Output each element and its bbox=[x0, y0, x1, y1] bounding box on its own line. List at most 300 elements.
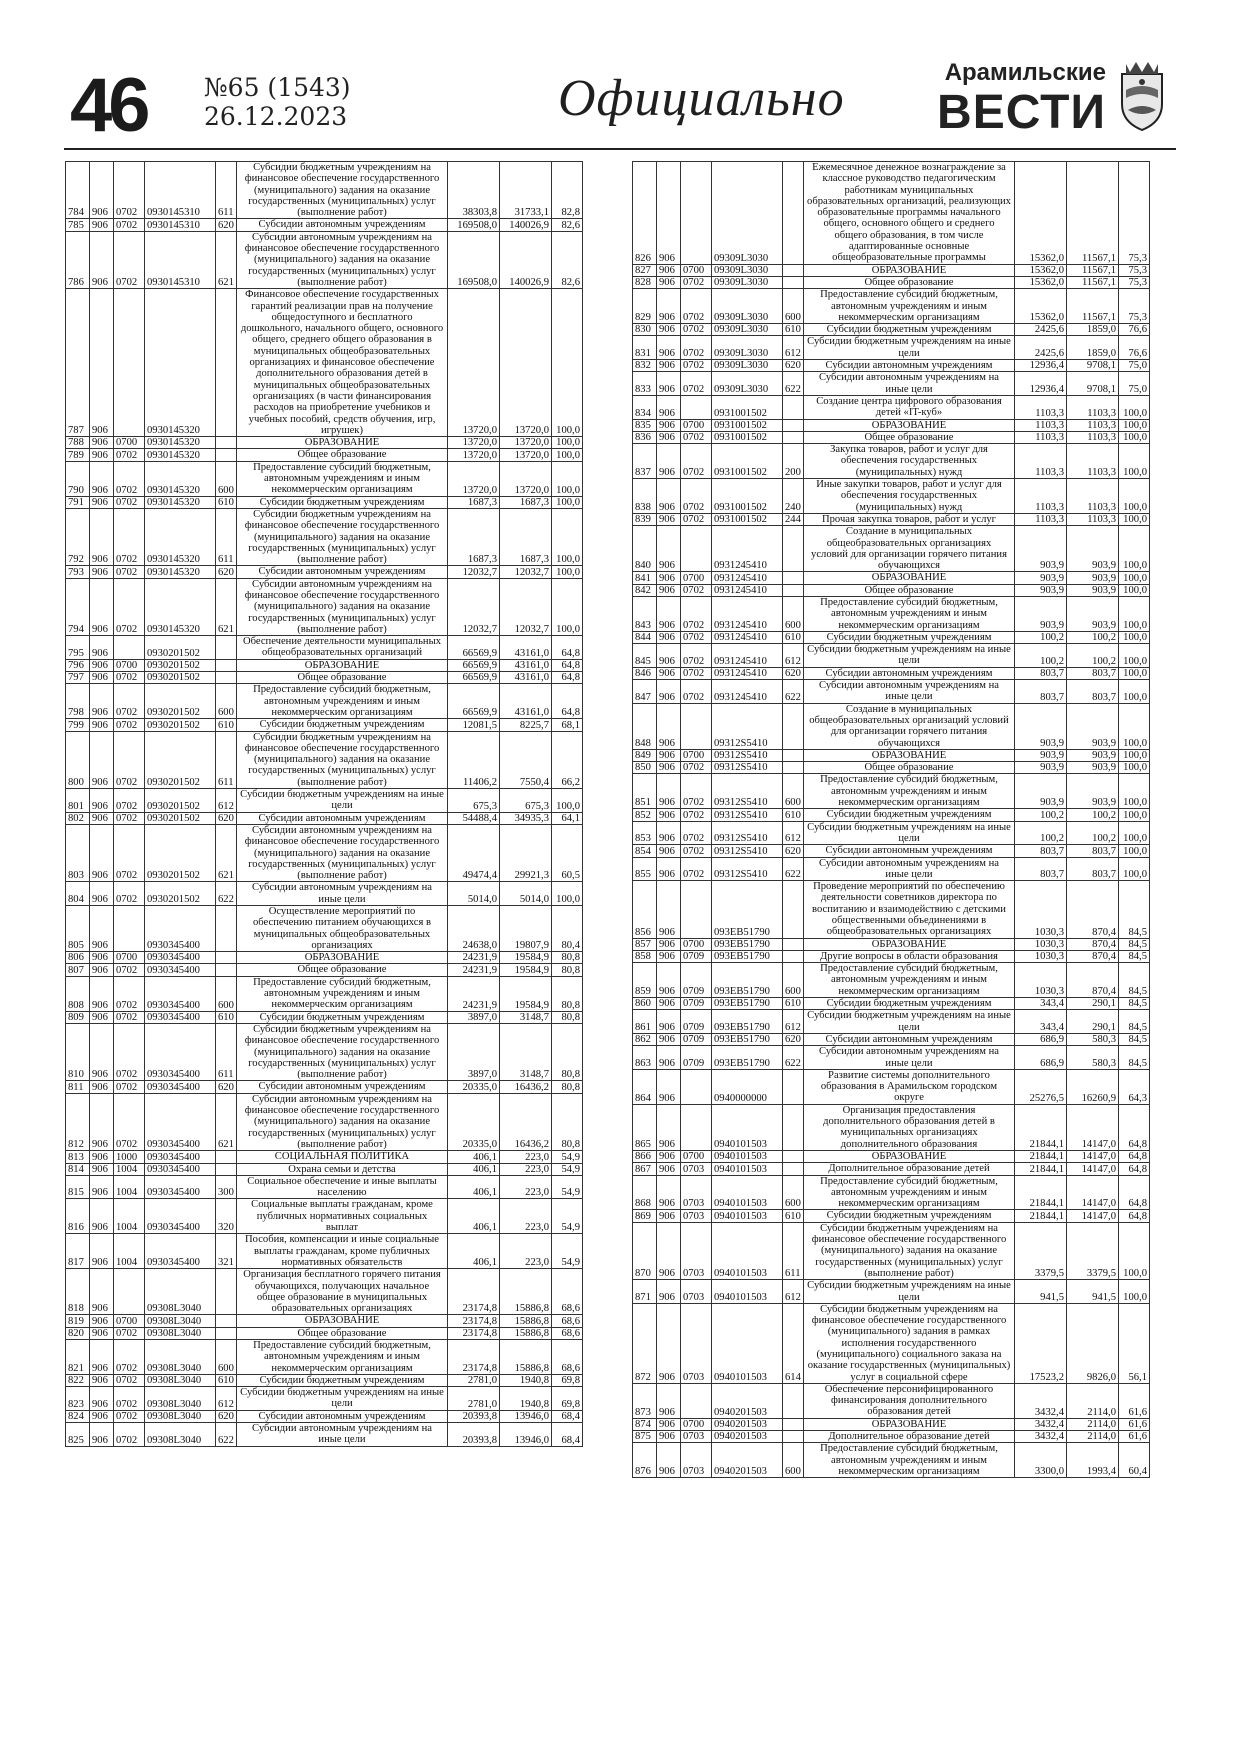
execution-percent: 75,3 bbox=[1119, 276, 1150, 288]
expense-type-code: 600 bbox=[216, 1339, 237, 1374]
execution-percent: 64,1 bbox=[552, 812, 583, 824]
execution-percent: 75,3 bbox=[1119, 289, 1150, 324]
dept-code: 906 bbox=[90, 672, 114, 684]
section-code: 0702 bbox=[114, 824, 145, 881]
row-description: Общее образование bbox=[804, 431, 1015, 443]
table-row bbox=[66, 731, 583, 788]
dept-code: 906 bbox=[657, 1010, 681, 1034]
table-row bbox=[633, 1163, 1150, 1175]
planned-amount: 24638,0 bbox=[448, 906, 500, 952]
section-code: 0702 bbox=[114, 1387, 145, 1411]
execution-percent: 84,5 bbox=[1119, 1033, 1150, 1045]
table-row bbox=[633, 324, 1150, 336]
row-description: Субсидии бюджетным учреждениям на иные цели bbox=[237, 1387, 448, 1411]
actual-amount: 7550,4 bbox=[500, 731, 552, 788]
dept-code: 906 bbox=[657, 596, 681, 631]
expense-type-code: 600 bbox=[216, 684, 237, 719]
actual-amount: 13720,0 bbox=[500, 437, 552, 449]
planned-amount: 12936,4 bbox=[1015, 360, 1067, 372]
actual-amount: 15886,8 bbox=[500, 1339, 552, 1374]
actual-amount: 100,2 bbox=[1067, 631, 1119, 643]
section-code bbox=[681, 881, 712, 938]
actual-amount: 3148,7 bbox=[500, 1011, 552, 1023]
row-description: Субсидии автономным учреждениям на финансовое обеспечение государственного (муниципального) задания на оказание государственных (муниципальных) услуг (выполнение работ) bbox=[237, 1093, 448, 1150]
section-code: 1004 bbox=[114, 1163, 145, 1175]
row-description: Субсидии бюджетным учреждениям на иные цели bbox=[804, 1010, 1015, 1034]
planned-amount: 24231,9 bbox=[448, 952, 500, 964]
target-code: 09308L3040 bbox=[145, 1339, 216, 1374]
target-code: 0940101503 bbox=[712, 1150, 783, 1162]
row-description: ОБРАЗОВАНИЕ bbox=[237, 659, 448, 671]
dept-code: 906 bbox=[657, 749, 681, 761]
execution-percent: 54,9 bbox=[552, 1199, 583, 1234]
section-code: 0702 bbox=[114, 1327, 145, 1339]
row-number: 785 bbox=[66, 219, 90, 231]
row-number: 806 bbox=[66, 952, 90, 964]
expense-type-code: 610 bbox=[783, 1210, 804, 1222]
planned-amount: 23174,8 bbox=[448, 1327, 500, 1339]
section-code: 0702 bbox=[114, 812, 145, 824]
section-code: 0702 bbox=[681, 667, 712, 679]
actual-amount: 14147,0 bbox=[1067, 1210, 1119, 1222]
target-code: 0930145320 bbox=[145, 508, 216, 565]
row-number: 839 bbox=[633, 513, 657, 525]
row-description: Организация бесплатного горячего питания обучающихся, получающих начальное общее образование в муниципальных образовательных организациях bbox=[237, 1269, 448, 1315]
section-code: 0700 bbox=[681, 749, 712, 761]
table-row bbox=[633, 631, 1150, 643]
actual-amount: 13720,0 bbox=[500, 289, 552, 437]
expense-type-code: 620 bbox=[783, 360, 804, 372]
target-code: 0930201502 bbox=[145, 789, 216, 813]
execution-percent: 80,8 bbox=[552, 952, 583, 964]
row-number: 846 bbox=[633, 667, 657, 679]
execution-percent: 100,0 bbox=[1119, 667, 1150, 679]
target-code: 0930145310 bbox=[145, 219, 216, 231]
table-row bbox=[633, 680, 1150, 704]
table-row bbox=[66, 1269, 583, 1315]
dept-code: 906 bbox=[90, 437, 114, 449]
section-code: 0703 bbox=[681, 1163, 712, 1175]
table-row bbox=[633, 1222, 1150, 1279]
row-number: 853 bbox=[633, 821, 657, 845]
planned-amount: 5014,0 bbox=[448, 882, 500, 906]
row-number: 875 bbox=[633, 1431, 657, 1443]
section-code: 0702 bbox=[681, 821, 712, 845]
actual-amount: 11567,1 bbox=[1067, 289, 1119, 324]
target-code: 0930201502 bbox=[145, 672, 216, 684]
planned-amount: 66569,9 bbox=[448, 636, 500, 660]
actual-amount: 2114,0 bbox=[1067, 1418, 1119, 1430]
section-code: 0702 bbox=[114, 1423, 145, 1447]
dept-code: 906 bbox=[657, 526, 681, 572]
dept-code: 906 bbox=[90, 578, 114, 635]
execution-percent: 64,8 bbox=[1119, 1163, 1150, 1175]
actual-amount: 14147,0 bbox=[1067, 1150, 1119, 1162]
actual-amount: 12032,7 bbox=[500, 566, 552, 578]
actual-amount: 1940,8 bbox=[500, 1387, 552, 1411]
actual-amount: 5014,0 bbox=[500, 882, 552, 906]
actual-amount: 140026,9 bbox=[500, 219, 552, 231]
target-code: 0930345400 bbox=[145, 976, 216, 1011]
dept-code: 906 bbox=[657, 1303, 681, 1383]
table-row bbox=[633, 749, 1150, 761]
table-row bbox=[633, 419, 1150, 431]
expense-type-code: 620 bbox=[216, 1410, 237, 1422]
expense-type-code: 622 bbox=[783, 680, 804, 704]
actual-amount: 903,9 bbox=[1067, 584, 1119, 596]
row-number: 862 bbox=[633, 1033, 657, 1045]
table-row bbox=[66, 1081, 583, 1093]
planned-amount: 100,2 bbox=[1015, 631, 1067, 643]
row-number: 867 bbox=[633, 1163, 657, 1175]
expense-type-code: 621 bbox=[216, 231, 237, 288]
row-number: 821 bbox=[66, 1339, 90, 1374]
actual-amount: 1103,3 bbox=[1067, 419, 1119, 431]
section-code bbox=[681, 703, 712, 749]
expense-type-code: 620 bbox=[216, 219, 237, 231]
dept-code: 906 bbox=[90, 684, 114, 719]
table-row bbox=[66, 1175, 583, 1199]
actual-amount: 13720,0 bbox=[500, 449, 552, 461]
dept-code: 906 bbox=[657, 963, 681, 998]
section-code: 0702 bbox=[114, 1374, 145, 1386]
target-code: 0930201502 bbox=[145, 636, 216, 660]
actual-amount: 1103,3 bbox=[1067, 395, 1119, 419]
execution-percent: 84,5 bbox=[1119, 950, 1150, 962]
expense-type-code: 612 bbox=[216, 1387, 237, 1411]
dept-code: 906 bbox=[657, 276, 681, 288]
target-code: 0930145320 bbox=[145, 461, 216, 496]
execution-percent: 100,0 bbox=[552, 578, 583, 635]
section-code: 0702 bbox=[681, 680, 712, 704]
row-description: Предоставление субсидий бюджетным, автономным учреждениям и иным некоммерческим организациям bbox=[237, 684, 448, 719]
target-code: 09308L3040 bbox=[145, 1374, 216, 1386]
table-row bbox=[633, 774, 1150, 809]
planned-amount: 20393,8 bbox=[448, 1410, 500, 1422]
dept-code: 906 bbox=[90, 461, 114, 496]
expense-type-code: 600 bbox=[783, 1443, 804, 1478]
dept-code: 906 bbox=[657, 336, 681, 360]
expense-type-code bbox=[783, 881, 804, 938]
table-row bbox=[66, 976, 583, 1011]
expense-type-code: 600 bbox=[216, 461, 237, 496]
row-description: Субсидии бюджетным учреждениям bbox=[804, 809, 1015, 821]
execution-percent: 60,5 bbox=[552, 824, 583, 881]
execution-percent: 80,8 bbox=[552, 1081, 583, 1093]
actual-amount: 9708,1 bbox=[1067, 360, 1119, 372]
row-description: Предоставление субсидий бюджетным, автономным учреждениям и иным некоммерческим организациям bbox=[237, 461, 448, 496]
row-number: 807 bbox=[66, 964, 90, 976]
target-code: 09308L3040 bbox=[145, 1387, 216, 1411]
planned-amount: 1030,3 bbox=[1015, 963, 1067, 998]
target-code: 0931245410 bbox=[712, 584, 783, 596]
row-description: Создание в муниципальных общеобразовательных организациях условий для организации горячего питания обучающихся bbox=[804, 526, 1015, 572]
actual-amount: 1859,0 bbox=[1067, 336, 1119, 360]
planned-amount: 25276,5 bbox=[1015, 1069, 1067, 1104]
table-row bbox=[633, 667, 1150, 679]
actual-amount: 903,9 bbox=[1067, 749, 1119, 761]
row-description: Субсидии бюджетным учреждениям на финансовое обеспечение государственного (муниципального) задания на оказание государственных (муниципальных) услуг (выполнение работ) bbox=[804, 1222, 1015, 1279]
planned-amount: 12032,7 bbox=[448, 578, 500, 635]
table-row bbox=[633, 845, 1150, 857]
row-number: 791 bbox=[66, 496, 90, 508]
target-code: 0931001502 bbox=[712, 419, 783, 431]
section-code bbox=[681, 162, 712, 265]
target-code: 0930145320 bbox=[145, 566, 216, 578]
target-code: 093EB51790 bbox=[712, 1033, 783, 1045]
dept-code: 906 bbox=[90, 1327, 114, 1339]
planned-amount: 24231,9 bbox=[448, 964, 500, 976]
target-code: 09312S5410 bbox=[712, 857, 783, 881]
expense-type-code bbox=[783, 1150, 804, 1162]
planned-amount: 1687,3 bbox=[448, 496, 500, 508]
section-code: 0702 bbox=[114, 789, 145, 813]
target-code: 09312S5410 bbox=[712, 821, 783, 845]
issue-number: №65 (1543) bbox=[204, 73, 351, 102]
execution-percent: 100,0 bbox=[1119, 479, 1150, 514]
row-number: 825 bbox=[66, 1423, 90, 1447]
expense-type-code bbox=[216, 952, 237, 964]
planned-amount: 3432,4 bbox=[1015, 1418, 1067, 1430]
target-code: 0931245410 bbox=[712, 667, 783, 679]
actual-amount: 2114,0 bbox=[1067, 1431, 1119, 1443]
execution-percent: 54,9 bbox=[552, 1163, 583, 1175]
row-number: 835 bbox=[633, 419, 657, 431]
row-number: 864 bbox=[633, 1069, 657, 1104]
planned-amount: 12032,7 bbox=[448, 566, 500, 578]
row-description: Субсидии автономным учреждениям bbox=[804, 845, 1015, 857]
row-description: Субсидии автономным учреждениям bbox=[237, 1081, 448, 1093]
target-code: 0940201503 bbox=[712, 1418, 783, 1430]
row-number: 818 bbox=[66, 1269, 90, 1315]
row-description: Общее образование bbox=[804, 276, 1015, 288]
table-row bbox=[633, 395, 1150, 419]
row-description: Предоставление субсидий бюджетным, автономным учреждениям и иным некоммерческим организациям bbox=[804, 596, 1015, 631]
dept-code: 906 bbox=[657, 431, 681, 443]
expense-type-code: 610 bbox=[783, 809, 804, 821]
execution-percent: 75,0 bbox=[1119, 372, 1150, 396]
row-description: Субсидии автономным учреждениям на иные цели bbox=[237, 1423, 448, 1447]
dept-code: 906 bbox=[90, 1175, 114, 1199]
target-code: 093EB51790 bbox=[712, 1046, 783, 1070]
row-description: Субсидии автономным учреждениям на иные цели bbox=[804, 857, 1015, 881]
planned-amount: 675,3 bbox=[448, 789, 500, 813]
planned-amount: 20335,0 bbox=[448, 1081, 500, 1093]
planned-amount: 406,1 bbox=[448, 1175, 500, 1199]
dept-code: 906 bbox=[657, 572, 681, 584]
planned-amount: 49474,4 bbox=[448, 824, 500, 881]
row-description: Субсидии бюджетным учреждениям на финансовое обеспечение государственного (муниципального) задания на оказание государственных (муниципальных) услуг (выполнение работ) bbox=[237, 508, 448, 565]
expense-type-code: 620 bbox=[783, 1033, 804, 1045]
planned-amount: 21844,1 bbox=[1015, 1150, 1067, 1162]
row-number: 876 bbox=[633, 1443, 657, 1478]
section-code bbox=[114, 636, 145, 660]
row-description: Общее образование bbox=[804, 762, 1015, 774]
execution-percent: 100,0 bbox=[552, 882, 583, 906]
section-code: 0703 bbox=[681, 1280, 712, 1304]
planned-amount: 13720,0 bbox=[448, 461, 500, 496]
dept-code: 906 bbox=[657, 1383, 681, 1418]
expense-type-code: 610 bbox=[783, 631, 804, 643]
section-code: 0702 bbox=[114, 684, 145, 719]
row-description: Общее образование bbox=[237, 1327, 448, 1339]
section-code: 0702 bbox=[681, 644, 712, 668]
row-number: 828 bbox=[633, 276, 657, 288]
table-row bbox=[633, 821, 1150, 845]
execution-percent: 76,6 bbox=[1119, 336, 1150, 360]
row-number: 858 bbox=[633, 950, 657, 962]
dept-code: 906 bbox=[90, 219, 114, 231]
row-number: 792 bbox=[66, 508, 90, 565]
expense-type-code: 300 bbox=[216, 1175, 237, 1199]
planned-amount: 24231,9 bbox=[448, 976, 500, 1011]
expense-type-code: 612 bbox=[783, 1010, 804, 1034]
target-code: 0930201502 bbox=[145, 812, 216, 824]
table-row bbox=[66, 437, 583, 449]
page-header bbox=[64, 58, 1176, 150]
execution-percent: 100,0 bbox=[552, 508, 583, 565]
execution-percent: 76,6 bbox=[1119, 324, 1150, 336]
execution-percent: 100,0 bbox=[1119, 395, 1150, 419]
row-description: Предоставление субсидий бюджетным, автономным учреждениям и иным некоммерческим организациям bbox=[804, 289, 1015, 324]
actual-amount: 19584,9 bbox=[500, 964, 552, 976]
dept-code: 906 bbox=[90, 882, 114, 906]
row-description: Субсидии бюджетным учреждениям на финансовое обеспечение государственного (муниципального) задания на оказание государственных (муниципальных) услуг (выполнение работ) bbox=[237, 1023, 448, 1080]
expense-type-code: 244 bbox=[783, 513, 804, 525]
table-row bbox=[66, 1315, 583, 1327]
planned-amount: 15362,0 bbox=[1015, 276, 1067, 288]
row-number: 832 bbox=[633, 360, 657, 372]
planned-amount: 903,9 bbox=[1015, 774, 1067, 809]
planned-amount: 100,2 bbox=[1015, 821, 1067, 845]
dept-code: 906 bbox=[657, 1443, 681, 1478]
expense-type-code: 610 bbox=[216, 496, 237, 508]
table-row bbox=[633, 1069, 1150, 1104]
row-description: Субсидии бюджетным учреждениям bbox=[237, 1011, 448, 1023]
table-row bbox=[66, 1374, 583, 1386]
planned-amount: 3897,0 bbox=[448, 1023, 500, 1080]
dept-code: 906 bbox=[657, 289, 681, 324]
coat-of-arms-icon bbox=[1116, 60, 1168, 132]
actual-amount: 14147,0 bbox=[1067, 1104, 1119, 1150]
dept-code: 906 bbox=[657, 845, 681, 857]
section-code: 0702 bbox=[114, 461, 145, 496]
table-row bbox=[633, 963, 1150, 998]
section-code: 0709 bbox=[681, 1010, 712, 1034]
dept-code: 906 bbox=[90, 789, 114, 813]
section-code: 0702 bbox=[681, 809, 712, 821]
expense-type-code bbox=[216, 1327, 237, 1339]
target-code: 0940101503 bbox=[712, 1280, 783, 1304]
target-code: 0940101503 bbox=[712, 1175, 783, 1210]
row-description: Предоставление субсидий бюджетным, автономным учреждениям и иным некоммерческим организациям bbox=[804, 1175, 1015, 1210]
row-description: Субсидии автономным учреждениям на финансовое обеспечение государственного (муниципального) задания на оказание государственных (муниципальных) услуг (выполнение работ) bbox=[237, 231, 448, 288]
table-row bbox=[633, 596, 1150, 631]
target-code: 09312S5410 bbox=[712, 703, 783, 749]
execution-percent: 100,0 bbox=[552, 437, 583, 449]
section-code: 0703 bbox=[681, 1443, 712, 1478]
section-code: 0709 bbox=[681, 998, 712, 1010]
target-code: 09308L3040 bbox=[145, 1269, 216, 1315]
expense-type-code bbox=[216, 659, 237, 671]
target-code: 0930345400 bbox=[145, 1199, 216, 1234]
section-code: 0702 bbox=[681, 336, 712, 360]
dept-code: 906 bbox=[657, 938, 681, 950]
row-number: 831 bbox=[633, 336, 657, 360]
section-code bbox=[681, 395, 712, 419]
table-row bbox=[66, 672, 583, 684]
actual-amount: 2114,0 bbox=[1067, 1383, 1119, 1418]
row-number: 840 bbox=[633, 526, 657, 572]
table-row bbox=[633, 857, 1150, 881]
row-description: Общее образование bbox=[237, 449, 448, 461]
target-code: 0940000000 bbox=[712, 1069, 783, 1104]
table-row bbox=[66, 1234, 583, 1269]
actual-amount: 13946,0 bbox=[500, 1423, 552, 1447]
section-code: 0702 bbox=[114, 496, 145, 508]
dept-code: 906 bbox=[657, 324, 681, 336]
execution-percent: 100,0 bbox=[552, 789, 583, 813]
row-description: Ежемесячное денежное вознаграждение за классное руководство педагогическим работникам муниципальных образовательных организаций, реализующих образовательные программы начального общего, основного общего и среднего общего образования, в том числе адаптированные основные общеобразовательные программы bbox=[804, 162, 1015, 265]
table-row bbox=[633, 572, 1150, 584]
row-number: 786 bbox=[66, 231, 90, 288]
dept-code: 906 bbox=[90, 1387, 114, 1411]
execution-percent: 100,0 bbox=[1119, 644, 1150, 668]
row-number: 827 bbox=[633, 264, 657, 276]
expense-type-code: 612 bbox=[783, 1280, 804, 1304]
table-row bbox=[633, 1431, 1150, 1443]
table-row bbox=[633, 1280, 1150, 1304]
table-row bbox=[66, 219, 583, 231]
dept-code: 906 bbox=[90, 1339, 114, 1374]
row-number: 798 bbox=[66, 684, 90, 719]
execution-percent: 100,0 bbox=[1119, 1280, 1150, 1304]
planned-amount: 17523,2 bbox=[1015, 1303, 1067, 1383]
actual-amount: 903,9 bbox=[1067, 526, 1119, 572]
target-code: 0940201503 bbox=[712, 1431, 783, 1443]
target-code: 09309L3030 bbox=[712, 276, 783, 288]
table-row bbox=[66, 1163, 583, 1175]
row-description: Субсидии автономным учреждениям bbox=[804, 1033, 1015, 1045]
execution-percent: 75,3 bbox=[1119, 162, 1150, 265]
execution-percent: 61,6 bbox=[1119, 1418, 1150, 1430]
dept-code: 906 bbox=[657, 513, 681, 525]
dept-code: 906 bbox=[90, 1081, 114, 1093]
section-code: 0702 bbox=[681, 631, 712, 643]
table-row bbox=[66, 1011, 583, 1023]
row-number: 837 bbox=[633, 444, 657, 479]
section-code: 0702 bbox=[114, 1011, 145, 1023]
actual-amount: 43161,0 bbox=[500, 672, 552, 684]
dept-code: 906 bbox=[90, 731, 114, 788]
actual-amount: 1687,3 bbox=[500, 496, 552, 508]
row-number: 794 bbox=[66, 578, 90, 635]
target-code: 0930145320 bbox=[145, 449, 216, 461]
table-row bbox=[66, 952, 583, 964]
dept-code: 906 bbox=[657, 857, 681, 881]
section-code: 0702 bbox=[681, 324, 712, 336]
row-number: 868 bbox=[633, 1175, 657, 1210]
table-row bbox=[66, 566, 583, 578]
actual-amount: 290,1 bbox=[1067, 1010, 1119, 1034]
execution-percent: 100,0 bbox=[1119, 774, 1150, 809]
row-description: ОБРАЗОВАНИЕ bbox=[804, 1150, 1015, 1162]
actual-amount: 3148,7 bbox=[500, 1023, 552, 1080]
expense-type-code: 620 bbox=[783, 667, 804, 679]
section-code: 0700 bbox=[114, 952, 145, 964]
execution-percent: 64,8 bbox=[552, 684, 583, 719]
section-code: 0702 bbox=[681, 762, 712, 774]
